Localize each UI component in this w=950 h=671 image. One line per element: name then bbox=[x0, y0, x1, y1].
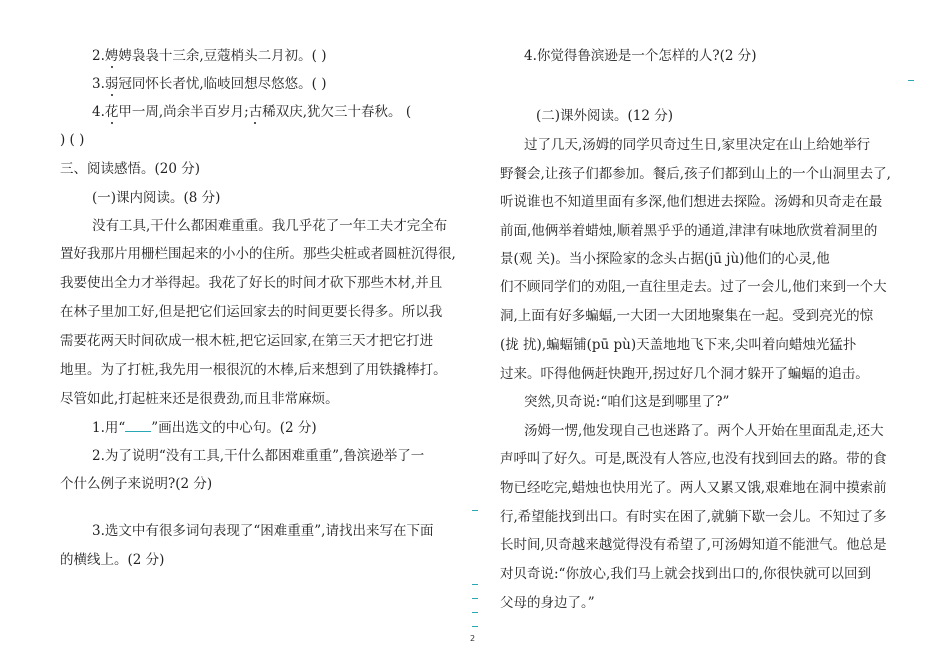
passage-1-line: 置好我那片用栅栏围起来的小小的住所。那些尖桩或者圆桩沉得很, bbox=[60, 246, 456, 262]
passage-4-line: 父母的身边了。” bbox=[500, 595, 595, 611]
passage-1-line: 尽管如此,打起桩来还是很费劲,而且非常麻烦。 bbox=[60, 391, 339, 407]
passage-2-line: 洞,上面有好多蝙蝠,一大团一大团地聚集在一起。受到亮光的惊 bbox=[500, 308, 874, 324]
passage-1-line: 地里。为了打桩,我先用一根很沉的木棒,后来想到了用铁撬棒打。 bbox=[60, 362, 447, 378]
reading-question-1 bbox=[92, 418, 317, 438]
reading-question-4: 4.你觉得鲁滨逊是一个怎样的人?(2 分) bbox=[524, 48, 757, 64]
q3-dotted-char: 弱 bbox=[104, 76, 119, 92]
passage-2-line: 景(观 关)。当小探险家的念头占据(jū jù)他们的心灵,他 bbox=[500, 251, 830, 267]
reading-question-2-cont: 个什么例子来说明?(2 分) bbox=[60, 476, 213, 492]
passage-2-line: 听说谁也不知道里面有多深,他们想进去探险。汤姆和贝奇走在最 bbox=[500, 194, 883, 210]
passage-2-line: 野餐会,让孩子们都参加。餐后,孩子们都到山上的一个山洞里去了, bbox=[500, 166, 891, 182]
q4-text-2: 稀双庆,犹欠三十春秋。 ( bbox=[262, 104, 412, 120]
passage-2-line: 前面,他俩举着蜡烛,顺着黑乎乎的通道,津津有味地欣赏着洞里的 bbox=[500, 223, 878, 239]
passage-1-line: 没有工具,干什么都困难重重。我几乎花了一年工夫才完全布 bbox=[92, 218, 448, 234]
rq1-prefix: 1.用“ bbox=[92, 420, 126, 436]
passage-4-line: 对贝奇说:“你放心,我们马上就会找到出口的,你很快就可以回到 bbox=[500, 566, 872, 582]
passage-2-line: 过了几天,汤姆的同学贝奇过生日,家里决定在山上给她举行 bbox=[524, 137, 871, 153]
rq1-suffix: ”画出选文的中心句。(2 分) bbox=[151, 420, 317, 436]
question-4-tail: ) ( ) bbox=[60, 132, 85, 148]
passage-3-line: 突然,贝奇说:“咱们这是到哪里了?” bbox=[524, 394, 730, 410]
subsection-2-heading: (二)课外阅读。(12 分) bbox=[536, 108, 674, 124]
answer-line-mark bbox=[472, 584, 478, 585]
q4-number: 4. bbox=[92, 104, 105, 120]
underline-sample bbox=[125, 419, 151, 432]
passage-4-line: 声呼叫了好久。可是,既没有人答应,也没有找到回去的路。带的食 bbox=[500, 451, 887, 467]
question-4 bbox=[92, 102, 411, 122]
passage-2-line: (拢 扰),蝙蝠铺(pū pù)天盖地地飞下来,尖叫着向蜡烛光猛扑 bbox=[500, 337, 857, 353]
passage-2-line: 过来。吓得他俩赶快跑开,拐过好几个洞才躲开了蝙蝠的追击。 bbox=[500, 366, 869, 382]
page-number: 2 bbox=[470, 634, 476, 643]
reading-question-2: 2.为了说明“没有工具,干什么都困难重重”,鲁滨逊举了一 bbox=[92, 448, 425, 464]
passage-4-line: 汤姆一愣,他发现自己也迷路了。两个人开始在里面乱走,还大 bbox=[524, 423, 884, 439]
reading-question-3-cont: 的横线上。(2 分) bbox=[60, 552, 165, 568]
subsection-1-heading: (一)课内阅读。(8 分) bbox=[92, 190, 221, 206]
q4-text-1: 甲一周,尚余半百岁月; bbox=[118, 104, 249, 120]
answer-line-mark bbox=[472, 626, 478, 627]
answer-line-mark bbox=[908, 80, 914, 81]
reading-question-3: 3.选文中有很多词句表现了“困难重重”,请找出来写在下面 bbox=[92, 523, 434, 539]
section-3-heading: 三、阅读感悟。(20 分) bbox=[60, 161, 201, 177]
answer-line-mark bbox=[472, 598, 478, 599]
question-3 bbox=[92, 74, 327, 94]
passage-4-line: 长时间,贝奇越来越觉得没有希望了,可汤姆知道不能泄气。他总是 bbox=[500, 537, 887, 553]
passage-2-line: 们不顾同学们的劝阻,一直往里走去。过了一会儿,他们来到一个大 bbox=[500, 279, 887, 295]
q2-number: 2. bbox=[92, 48, 105, 64]
passage-1-line: 需要花两天时间砍成一根木桩,把它运回家,在第三天才把它打进 bbox=[60, 333, 434, 349]
passage-4-line: 物已经吃完,蜡烛也快用光了。两人又累又饿,艰难地在洞中摸索前 bbox=[500, 480, 887, 496]
q4-dotted-char-1: 花 bbox=[104, 104, 119, 120]
passage-1-line: 在林子里加工好,但是把它们运回家去的时间更要长得多。所以我 bbox=[60, 304, 443, 320]
answer-line-mark bbox=[472, 510, 478, 511]
passage-4-line: 行,希望能找到出口。有时实在困了,就躺下歇一会儿。不知过了多 bbox=[500, 509, 887, 525]
q2-text: 娉袅袅十三余,豆蔻梢头二月初。( ) bbox=[118, 48, 327, 64]
question-2 bbox=[92, 46, 327, 66]
passage-1-line: 我要使出全力才举得起。我花了好长的时间才砍下那些木材,并且 bbox=[60, 275, 443, 291]
q4-dotted-char-2: 古 bbox=[248, 104, 263, 120]
q3-text: 冠同怀长者忧,临岐回想尽悠悠。( ) bbox=[118, 76, 327, 92]
answer-line-mark bbox=[472, 612, 478, 613]
q3-number: 3. bbox=[92, 76, 105, 92]
q2-dotted-char: 娉 bbox=[104, 48, 119, 64]
